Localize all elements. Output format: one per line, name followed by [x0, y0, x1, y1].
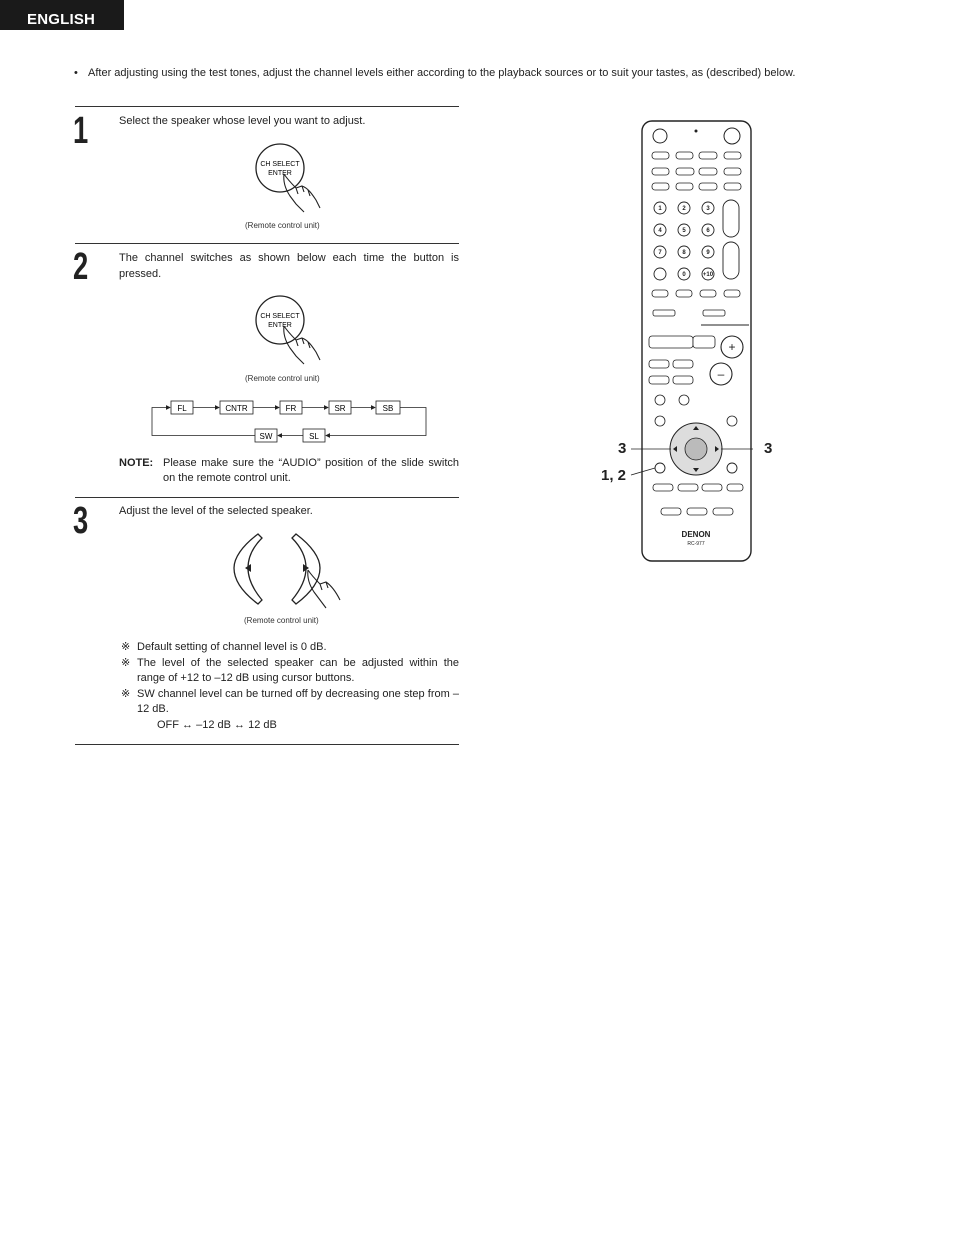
- remote-caption: (Remote control unit): [245, 374, 320, 383]
- language-label: ENGLISH: [27, 11, 96, 28]
- svg-text:9: 9: [706, 250, 710, 256]
- remote-caption: (Remote control unit): [245, 221, 320, 230]
- svg-text:8: 8: [682, 250, 686, 256]
- svg-text:FL: FL: [177, 404, 187, 413]
- button-label-line2: ENTER: [268, 322, 292, 329]
- remark-item: ※ Default setting of channel level is 0 dB.: [121, 641, 327, 653]
- svg-text:FR: FR: [285, 404, 297, 413]
- cursor-buttons-illustration: [228, 530, 348, 610]
- svg-text:7: 7: [658, 250, 662, 256]
- note-label: NOTE:: [119, 457, 154, 469]
- step-number-1: 1: [73, 110, 89, 152]
- step-1-text: Select the speaker whose level you want to adjust.: [119, 115, 366, 127]
- svg-text:SB: SB: [382, 404, 394, 413]
- svg-text:5: 5: [682, 228, 686, 234]
- button-label-line1: CH SELECT: [260, 313, 300, 320]
- remote-model: RC-977: [687, 541, 705, 547]
- remarks-list: [121, 640, 459, 733]
- remote-control-illustration: [641, 120, 753, 572]
- svg-text:4: 4: [658, 228, 662, 234]
- step-3-text: Adjust the level of the selected speaker.: [119, 505, 313, 517]
- svg-text:SR: SR: [334, 404, 346, 413]
- channel-box-fr: [280, 401, 302, 414]
- pressing-hand: [308, 570, 340, 608]
- note-text: Please make sure the “AUDIO” position of the slide switch on the remote control unit.: [163, 457, 459, 484]
- svg-text:3: 3: [706, 206, 710, 212]
- svg-text:CNTR: CNTR: [225, 404, 248, 413]
- note-block: [119, 456, 459, 486]
- step-number-3: 3: [73, 500, 89, 542]
- svg-text:+10: +10: [702, 272, 714, 278]
- svg-text:6: 6: [706, 228, 710, 234]
- svg-text:0: 0: [682, 272, 686, 278]
- channel-box-sr: [329, 401, 351, 414]
- button-label-line2: ENTER: [268, 170, 292, 177]
- off-sequence: OFF ↔ –12 dB ↔ 12 dB: [157, 718, 277, 731]
- svg-text:2: 2: [682, 206, 686, 212]
- ch-select-button-illustration: [250, 294, 330, 366]
- callout-left-cursor: 3: [618, 440, 627, 457]
- remote-brand: DENON: [681, 530, 711, 539]
- enter-button: [685, 438, 707, 460]
- step-divider: [75, 497, 459, 498]
- channel-box-fl: [171, 401, 193, 414]
- remark-item: ※ SW channel level can be turned off by decreasing one step from –12 dB.: [121, 687, 459, 715]
- step-divider: [75, 243, 459, 244]
- callout-right-cursor: 3: [764, 440, 773, 457]
- vol-plus-label: +: [728, 340, 736, 354]
- intro-bullet: •: [74, 67, 78, 79]
- channel-box-cntr: [220, 401, 253, 414]
- step-2-text: The channel switches as shown below each time the button is pressed.: [119, 252, 459, 280]
- ch-select-button-illustration: [250, 142, 330, 214]
- svg-text:SW: SW: [259, 432, 273, 441]
- vol-minus-label: –: [717, 367, 725, 381]
- channel-box-sl: [303, 429, 325, 442]
- remark-item: ※ The level of the selected speaker can be adjusted within the range of +12 to –12 dB using cursor buttons.: [121, 656, 459, 684]
- svg-text:1: 1: [658, 206, 662, 212]
- svg-text:SL: SL: [309, 432, 319, 441]
- channel-box-sw: [255, 429, 277, 442]
- intro-text: After adjusting using the test tones, adjust the channel levels either according to the playback sources or to suit your tastes, as (described) below.: [88, 67, 796, 79]
- callout-enter: 1, 2: [601, 467, 627, 484]
- language-tab: [0, 0, 124, 30]
- step-number-2: 2: [73, 246, 89, 288]
- channel-box-sb: [376, 401, 400, 414]
- intro-paragraph: [74, 66, 880, 81]
- section-end-divider: [75, 744, 459, 745]
- remote-caption: (Remote control unit): [244, 616, 319, 625]
- step-divider: [75, 106, 459, 107]
- channel-cycle-diagram: [150, 398, 430, 440]
- button-label-line1: CH SELECT: [260, 161, 300, 168]
